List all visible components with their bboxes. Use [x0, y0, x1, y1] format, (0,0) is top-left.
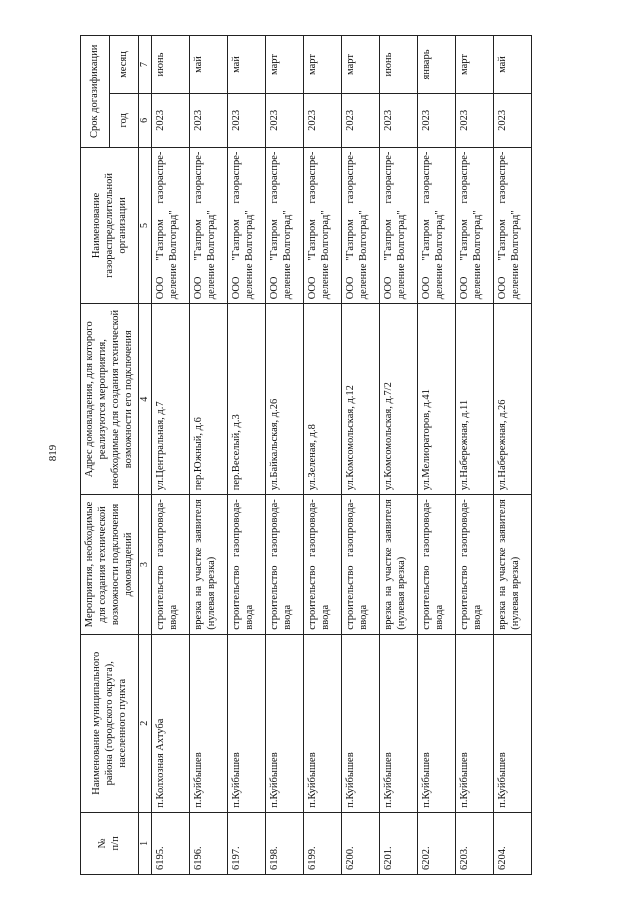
row-organization: ООО "Газпром газораспре-деление Волгоград": [494, 147, 532, 304]
row-measure: строительство газопровода-ввода: [456, 495, 494, 634]
header-measures: Мероприятия, необходимые для создания технической возможности подключения домовладений: [81, 495, 139, 634]
header-address: Адрес домовладения, для которого реализуются мероприятия, необходимые для создания технической возможности его подключения: [81, 304, 139, 495]
row-number: 6198.: [266, 812, 304, 874]
row-number: 6202.: [418, 812, 456, 874]
row-measure: врезка на участке заявителя (нулевая врезка): [380, 495, 418, 634]
row-number: 6197.: [228, 812, 266, 874]
row-locality: п.Куйбышев: [342, 634, 380, 812]
row-address: ул.Набережная, д.11: [456, 304, 494, 495]
gasification-table: [80, 35, 532, 875]
row-month: март: [342, 36, 380, 94]
row-measure: строительство газопровода-ввода: [342, 495, 380, 634]
row-year: 2023: [456, 93, 494, 147]
table-row: [380, 36, 418, 875]
row-locality: п.Колхозная Ахтуба: [152, 634, 190, 812]
row-number: 6196.: [190, 812, 228, 874]
row-year: 2023: [228, 93, 266, 147]
row-measure: врезка на участке заявителя (нулевая врезка): [494, 495, 532, 634]
page-number: 819: [47, 444, 59, 462]
column-number-row: [138, 36, 152, 875]
row-locality: п.Куйбышев: [190, 634, 228, 812]
column-number: 1: [138, 812, 152, 874]
row-number: 6200.: [342, 812, 380, 874]
row-locality: п.Куйбышев: [456, 634, 494, 812]
header-term: Срок догазификации: [81, 36, 110, 148]
row-month: май: [494, 36, 532, 94]
row-address: ул.Зеленая, д.8: [304, 304, 342, 495]
row-address: ул.Набережная, д.26: [494, 304, 532, 495]
row-organization: ООО "Газпром газораспре-деление Волгоград": [266, 147, 304, 304]
row-address: ул.Центральная, д.7: [152, 304, 190, 495]
row-organization: ООО "Газпром газораспре-деление Волгоград": [228, 147, 266, 304]
table-row: [228, 36, 266, 875]
row-month: июнь: [380, 36, 418, 94]
row-address: ул.Комсомольская, д.12: [342, 304, 380, 495]
row-month: май: [228, 36, 266, 94]
column-number: 6: [138, 93, 152, 147]
row-measure: строительство газопровода-ввода: [266, 495, 304, 634]
row-locality: п.Куйбышев: [304, 634, 342, 812]
row-address: ул.Мелиораторов, д.41: [418, 304, 456, 495]
row-locality: п.Куйбышев: [266, 634, 304, 812]
row-number: 6204.: [494, 812, 532, 874]
header-month: месяц: [109, 36, 138, 94]
table-row: [342, 36, 380, 875]
row-address: ул.Байкальская, д.26: [266, 304, 304, 495]
header-row: [81, 36, 110, 875]
row-month: март: [456, 36, 494, 94]
header-num: № п/п: [81, 812, 139, 874]
row-month: май: [190, 36, 228, 94]
row-month: январь: [418, 36, 456, 94]
row-number: 6195.: [152, 812, 190, 874]
row-month: июнь: [152, 36, 190, 94]
row-address: пер.Южный, д.6: [190, 304, 228, 495]
table-row: [304, 36, 342, 875]
row-measure: строительство газопровода-ввода: [304, 495, 342, 634]
row-year: 2023: [494, 93, 532, 147]
row-organization: ООО "Газпром газораспре-деление Волгоград": [342, 147, 380, 304]
header-district: Наименование муниципального района (городского округа), населенного пункта: [81, 634, 139, 812]
header-year: год: [109, 93, 138, 147]
row-organization: ООО "Газпром газораспре-деление Волгоград": [418, 147, 456, 304]
column-number: 4: [138, 304, 152, 495]
row-locality: п.Куйбышев: [228, 634, 266, 812]
table-row: [266, 36, 304, 875]
row-measure: строительство газопровода-ввода: [152, 495, 190, 634]
table-row: [494, 36, 532, 875]
row-address: пер.Веселый, д.3: [228, 304, 266, 495]
row-measure: строительство газопровода-ввода: [228, 495, 266, 634]
table-row: [418, 36, 456, 875]
row-year: 2023: [304, 93, 342, 147]
header-org: Наименование газораспределительной организации: [81, 147, 139, 304]
row-measure: строительство газопровода-ввода: [418, 495, 456, 634]
row-year: 2023: [418, 93, 456, 147]
row-organization: ООО "Газпром газораспре-деление Волгоград": [456, 147, 494, 304]
row-number: 6201.: [380, 812, 418, 874]
column-number: 2: [138, 634, 152, 812]
table-body: [138, 36, 532, 875]
row-organization: ООО "Газпром газораспре-деление Волгоград": [190, 147, 228, 304]
table-row: [152, 36, 190, 875]
table-row: [190, 36, 228, 875]
row-year: 2023: [266, 93, 304, 147]
row-measure: врезка на участке заявителя (нулевая врезка): [190, 495, 228, 634]
rotated-page: [80, 35, 560, 875]
table-row: [456, 36, 494, 875]
row-locality: п.Куйбышев: [418, 634, 456, 812]
row-year: 2023: [190, 93, 228, 147]
row-address: ул.Комсомольская, д.7/2: [380, 304, 418, 495]
row-locality: п.Куйбышев: [380, 634, 418, 812]
row-organization: ООО "Газпром газораспре-деление Волгоград": [152, 147, 190, 304]
row-number: 6199.: [304, 812, 342, 874]
row-month: март: [304, 36, 342, 94]
column-number: 7: [138, 36, 152, 94]
row-locality: п.Куйбышев: [494, 634, 532, 812]
row-year: 2023: [380, 93, 418, 147]
column-number: 3: [138, 495, 152, 634]
row-year: 2023: [342, 93, 380, 147]
row-number: 6203.: [456, 812, 494, 874]
row-month: март: [266, 36, 304, 94]
column-number: 5: [138, 147, 152, 304]
row-organization: ООО "Газпром газораспре-деление Волгоград": [380, 147, 418, 304]
row-year: 2023: [152, 93, 190, 147]
row-organization: ООО "Газпром газораспре-деление Волгоград": [304, 147, 342, 304]
